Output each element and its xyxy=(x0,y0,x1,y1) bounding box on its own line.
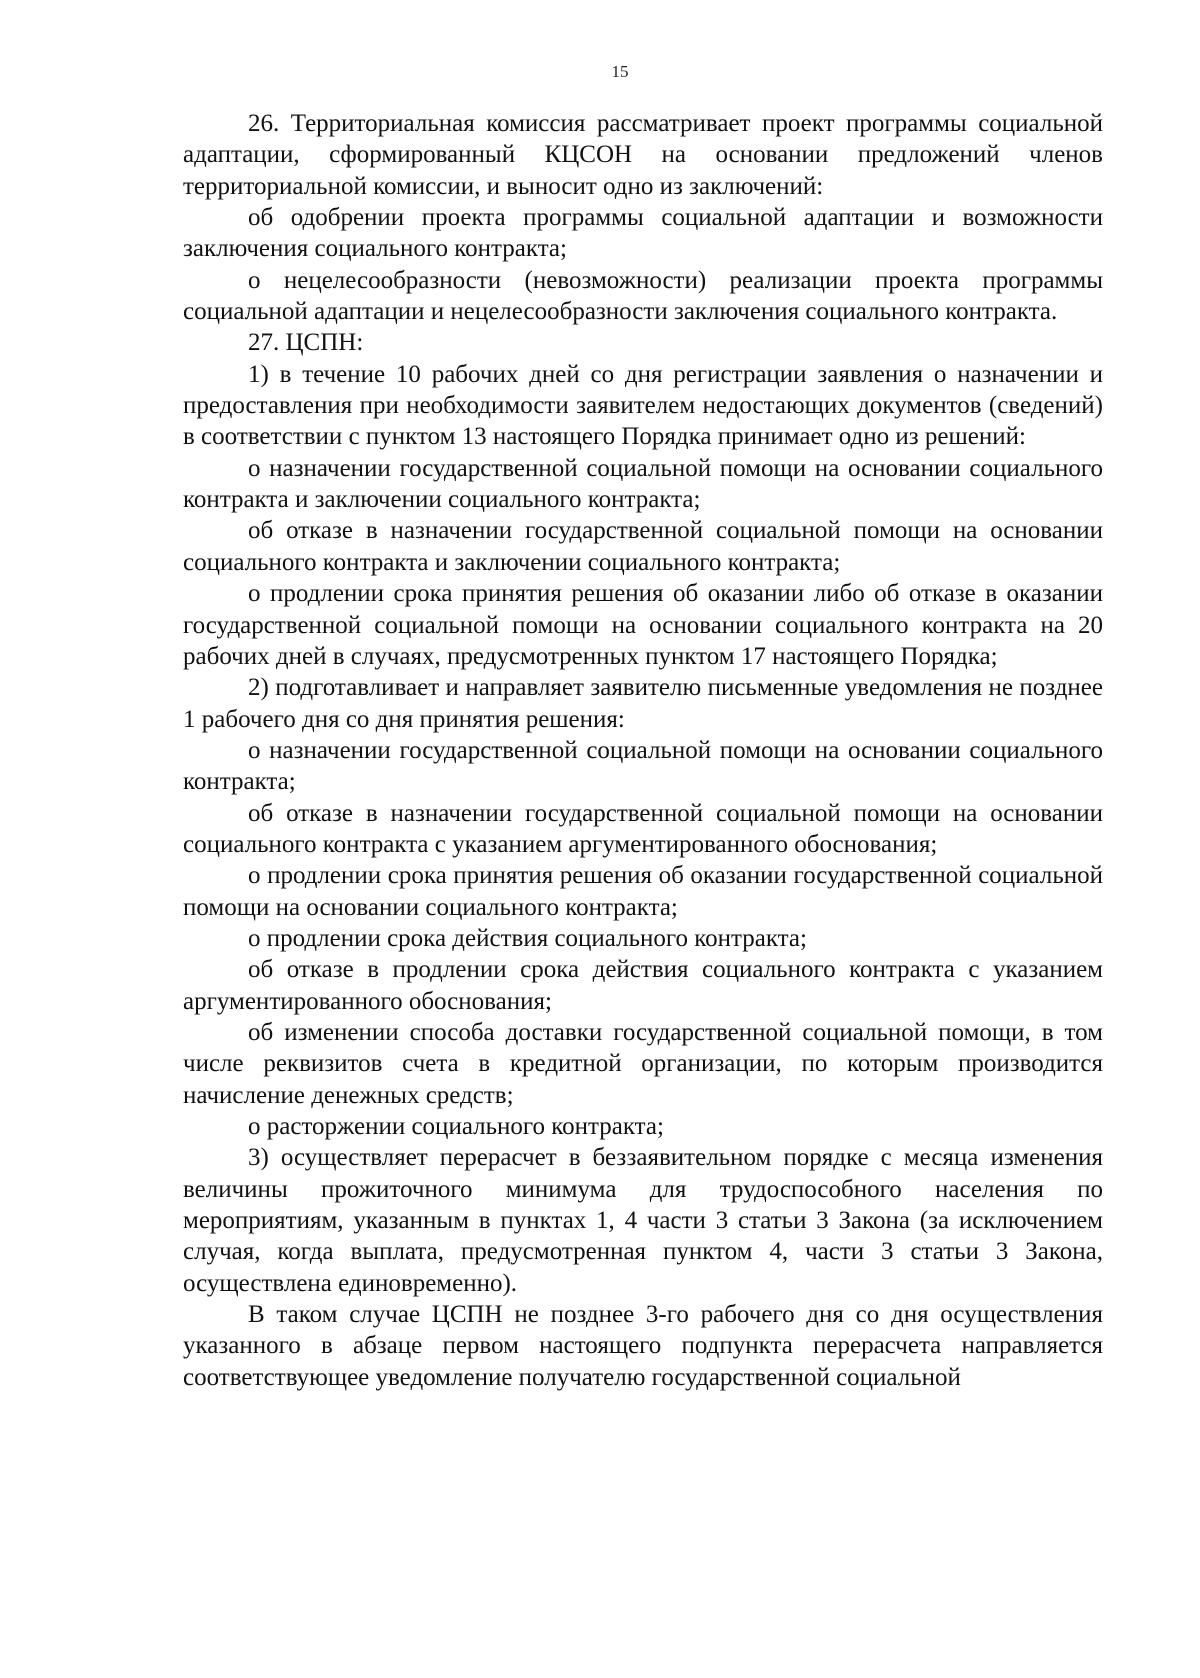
paragraph-27-1-assignment: о назначении государственной социальной помощи на основании социального контракта и заключении социального контракта; xyxy=(183,454,1103,514)
paragraph-27-3-notification: В таком случае ЦСПН не позднее 3-го рабочего дня со дня осуществления указанного в абзаце первом настоящего подпункта перерасчета направляется соответствующее уведомление получателю государственной социальной xyxy=(183,1301,1103,1391)
paragraph-27-1-extension: о продлении срока принятия решения об оказании либо об отказе в оказании государственной социальной помощи на основании социального контракта на 20 рабочих дней в случаях, предусмотренных пунктом 17 настоящего Порядка; xyxy=(183,580,1103,670)
paragraph-27-item-3: 3) осуществляет перерасчет в беззаявительном порядке с месяца изменения величины прожиточного минимума для трудоспособного населения по мероприятиям, указанным в пунктах 1, 4 части 3 статьи 3 Закона (за исключением случая, когда выплата, предусмотренная пунктом 4, части 3 статьи 3 Закона, осуществлена единовременно). xyxy=(183,1144,1103,1297)
paragraph-27-2-decision-extension: о продлении срока принятия решения об оказании государственной социальной помощи на основании социального контракта; xyxy=(183,862,1103,921)
paragraph-27-2-contract-extension: о продлении срока действия социального контракта; xyxy=(248,924,807,952)
paragraph-26-approval: об одобрении проекта программы социальной адаптации и возможности заключения социального контракта; xyxy=(183,204,1103,263)
paragraph-27-2-delivery-change: об изменении способа доставки государственной социальной помощи, в том числе реквизитов счета в кредитной организации, по которым производится начисление денежных средств; xyxy=(183,1018,1103,1109)
paragraph-27-heading: 27. ЦСПН: xyxy=(248,329,364,357)
paragraph-27-2-extension-refusal: об отказе в продлении срока действия социального контракта с указанием аргументированного обоснования; xyxy=(183,956,1103,1015)
paragraph-27-2-assignment: о назначении государственной социальной помощи на основании социального контракта; xyxy=(183,736,1103,796)
document-body xyxy=(183,108,1103,1393)
paragraph-27-1-refusal: об отказе в назначении государственной социальной помощи на основании социального контракта и заключении социального контракта; xyxy=(183,517,1103,576)
paragraph-27-item-1: 1) в течение 10 рабочих дней со дня регистрации заявления о назначении и предоставления при необходимости заявителем недостающих документов (сведений) в соответствии с пунктом 13 настоящего Порядка принимает одно из решений: xyxy=(183,360,1103,451)
paragraph-27-2-refusal: об отказе в назначении государственной социальной помощи на основании социального контракта с указанием аргументированного обоснования; xyxy=(183,799,1103,858)
paragraph-27-item-2: 2) подготавливает и направляет заявителю письменные уведомления не позднее 1 рабочего дня со дня принятия решения: xyxy=(183,674,1103,733)
paragraph-26-inexpediency: о нецелесообразности (невозможности) реализации проекта программы социальной адаптации и нецелесообразности заключения социального контракта. xyxy=(183,266,1103,326)
paragraph-27-2-termination: о расторжении социального контракта; xyxy=(248,1113,664,1140)
paragraph-26-intro: 26. Территориальная комиссия рассматривает проект программы социальной адаптации, сформированный КЦСОН на основании предложений членов территориальной комиссии, и выносит одно из заключений: xyxy=(183,110,1103,200)
page-number: 15 xyxy=(611,62,629,81)
